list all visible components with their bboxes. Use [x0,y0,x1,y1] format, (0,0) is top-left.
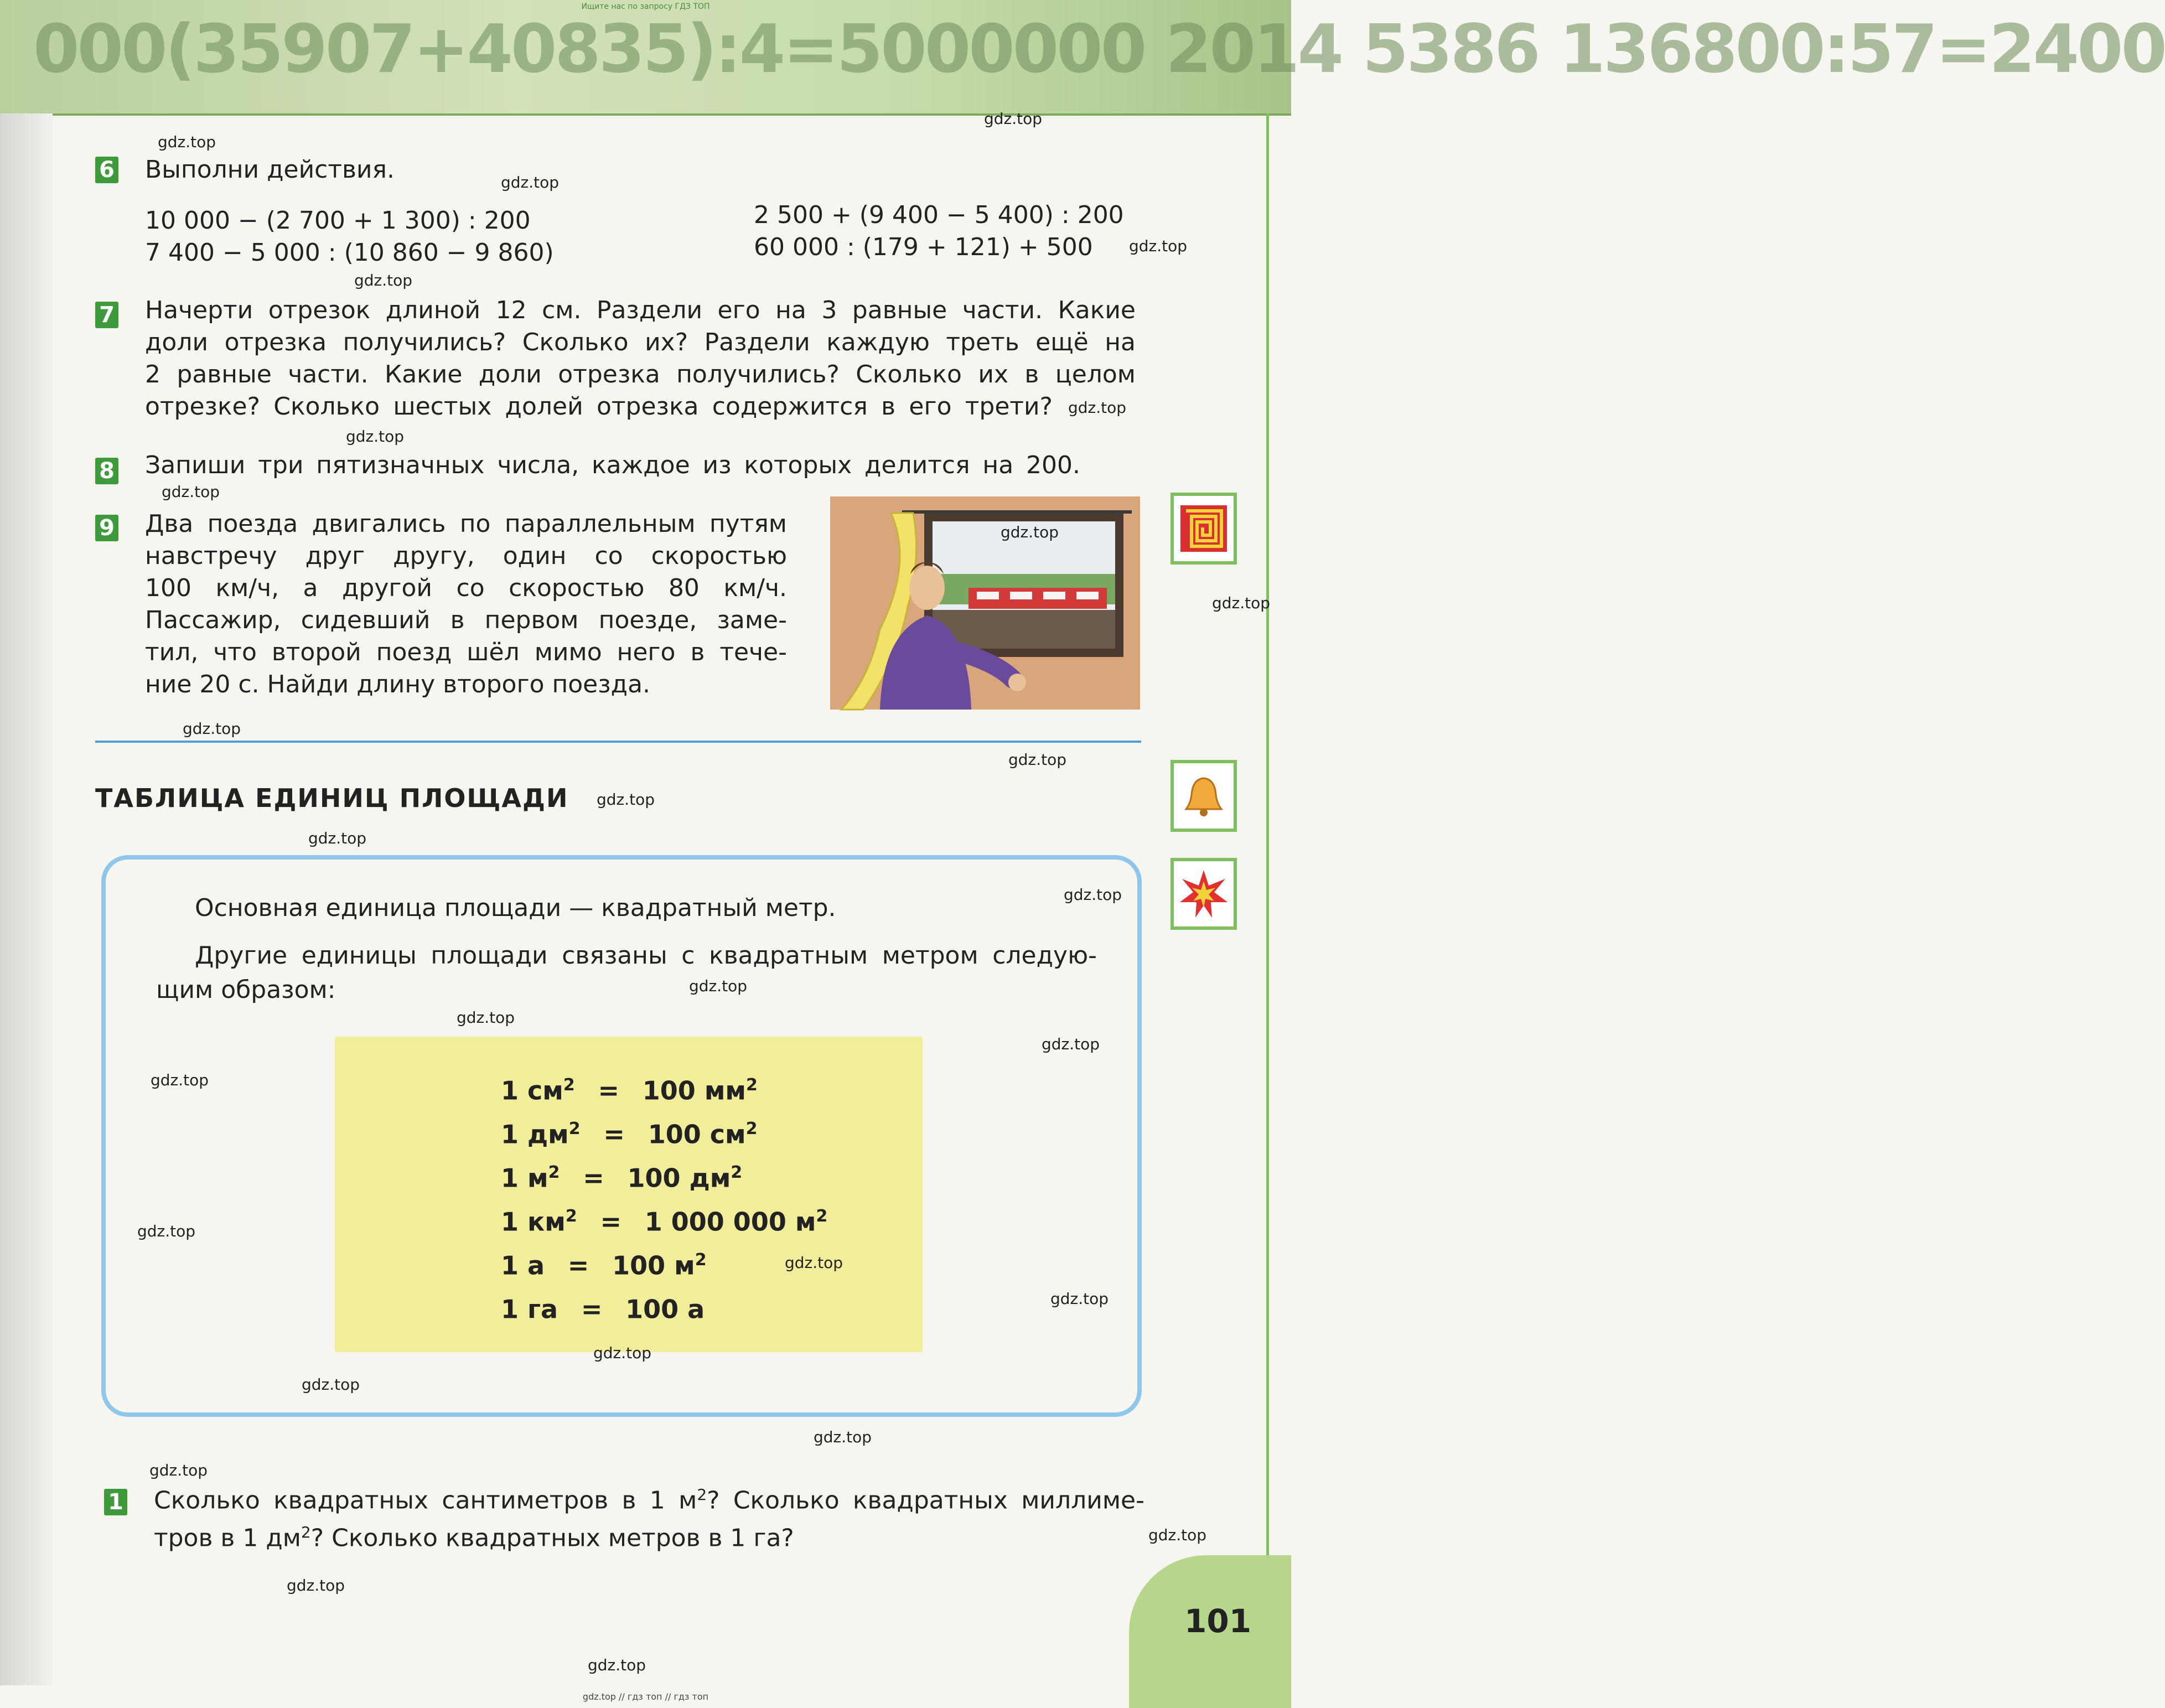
unit-left: 1 км [501,1207,566,1237]
info-intro-line-3: щим образом: [156,976,336,1004]
equals-sign: = [603,1119,625,1150]
star-burst-icon [1170,858,1237,930]
task1-line-1-text-end: ? Сколько квадратных миллиме- [707,1486,1144,1515]
unit-row-are [501,1250,707,1280]
task1-line-2-text-end: ? Сколько квадратных метров в 1 га? [310,1524,794,1552]
task1-line-2-exponent: 2 [301,1523,311,1541]
task6-expression-3: 2 500 + (9 400 − 5 400) : 200 [754,201,1124,229]
task6-expression-1: 10 000 − (2 700 + 1 300) : 200 [145,206,531,235]
unit-row-km2 [501,1207,827,1236]
task7-line-4: отрезке? Сколько шестых долей отрезка содержится в его трети? [145,392,1053,421]
task9-line-3: 100 км/ч, а другой со скоростью 80 км/ч. [145,574,787,602]
unit-right: 100 дм [627,1163,731,1193]
unit-right: 100 см [648,1119,746,1150]
watermark: gdz.top [137,1222,196,1240]
equals-sign: = [600,1207,621,1237]
unit-right: 100 мм [642,1075,747,1106]
task-number-1: 1 [104,1489,127,1515]
task1-line-1-exponent: 2 [697,1486,707,1504]
unit-right-exponent: 2 [731,1163,743,1182]
banner-formula: 000(35907+40835):4=5000000 2014 5386 136800:57=2400 [33,11,2165,88]
watermark: gdz.top [1008,751,1067,769]
unit-left-exponent: 2 [548,1163,560,1182]
task6-expression-2: 7 400 − 5 000 : (10 860 − 9 860) [145,239,554,267]
task7-line-1: Начерти отрезок длиной 12 см. Раздели его на 3 равные части. Какие [145,296,1136,324]
task7-line-3: 2 равные части. Какие доли отрезка получились? Сколько их в целом [145,360,1136,389]
footer-note: gdz.top // гдз топ // гдз топ [582,1691,709,1702]
right-margin-rule [1266,113,1269,1608]
task9-line-6: ние 20 с. Найди длину второго поезда. [145,670,651,698]
unit-left: 1 дм [501,1119,569,1150]
watermark: gdz.top [597,790,655,809]
watermark: gdz.top [149,1461,208,1479]
watermark: gdz.top [151,1071,209,1089]
watermark: gdz.top [457,1008,515,1027]
info-intro-line-2: Другие единицы площади связаны с квадратным метром следую- [195,941,1097,970]
watermark: gdz.top [1212,594,1271,612]
task-number-7: 7 [95,302,118,328]
task9-line-2: навстречу друг другу, один со скоростью [145,542,787,570]
unit-right: 1 000 000 м [644,1207,816,1237]
watermark: gdz.top [501,173,560,191]
task1-line-2 [154,1517,794,1555]
bell-icon [1170,760,1237,832]
equals-sign: = [567,1250,589,1281]
unit-left-exponent: 2 [565,1207,577,1226]
watermark: gdz.top [183,720,241,738]
watermark: gdz.top [162,483,220,501]
watermark: gdz.top [1068,398,1127,417]
top-banner [0,0,2165,116]
page-number: 101 [1184,1602,1252,1640]
watermark: gdz.top [354,271,413,289]
unit-right: 100 а [625,1294,705,1324]
area-units-table [335,1037,923,1352]
task8-text: Запиши три пятизначных числа, каждое из которых делится на 200. [145,451,1080,479]
unit-right-exponent: 2 [695,1250,707,1270]
unit-right-exponent: 2 [816,1207,828,1226]
equals-sign: = [581,1294,603,1324]
watermark: gdz.top [1064,886,1122,904]
task1-line-1-text: Сколько квадратных сантиметров в 1 м [154,1486,697,1515]
unit-row-cm2 [501,1075,758,1105]
unit-right-exponent: 2 [745,1119,758,1138]
task6-expression-4: 60 000 : (179 + 121) + 500 [754,233,1093,261]
watermark: gdz.top [588,1656,646,1674]
top-note: Ищите нас по запросу ГДЗ ТОП [581,2,710,11]
unit-left: 1 см [501,1075,563,1106]
unit-row-hectare [501,1294,705,1324]
watermark: gdz.top [593,1344,652,1362]
task9-line-5: тил, что второй поезд шёл мимо него в тече- [145,638,787,666]
watermark: gdz.top [1001,523,1059,541]
train-window-illustration [830,496,1140,710]
watermark: gdz.top [1129,237,1188,255]
task-number-9: 9 [95,515,118,541]
task9-line-4: Пассажир, сидевший в первом поезде, заме- [145,606,787,634]
task-number-6: 6 [95,157,118,183]
unit-right-exponent: 2 [746,1075,758,1095]
watermark: gdz.top [1050,1290,1109,1308]
watermark: gdz.top [814,1428,872,1446]
unit-right: 100 м [612,1250,695,1281]
unit-left: 1 а [501,1250,545,1281]
unit-left-exponent: 2 [568,1119,581,1138]
task1-line-1 [154,1479,1144,1517]
page-binding-edge [0,113,53,1685]
task6-text: Выполни действия. [145,156,395,184]
task-number-8: 8 [95,458,118,484]
watermark: gdz.top [287,1576,345,1595]
unit-left: 1 га [501,1294,558,1324]
watermark: gdz.top [308,829,367,847]
spiral-icon [1170,493,1237,565]
info-intro-line-1: Основная единица площади — квадратный метр. [195,894,836,922]
unit-row-m2 [501,1163,742,1193]
section-divider [95,741,1141,743]
unit-row-dm2 [501,1119,757,1149]
equals-sign: = [583,1163,604,1193]
watermark: gdz.top [1042,1035,1100,1053]
watermark: gdz.top [158,133,216,151]
watermark: gdz.top [1148,1526,1207,1544]
unit-left-exponent: 2 [563,1075,575,1095]
watermark: gdz.top [984,110,1043,128]
task1-line-2-text: тров в 1 дм [154,1524,301,1552]
watermark: gdz.top [346,427,405,446]
task7-line-2: доли отрезка получились? Сколько их? Раздели каждую треть ещё на [145,328,1136,356]
task9-line-1: Два поезда двигались по параллельным путям [145,510,787,538]
watermark: gdz.top [689,977,748,995]
equals-sign: = [598,1075,620,1106]
section-title: ТАБЛИЦА ЕДИНИЦ ПЛОЩАДИ [95,783,569,813]
watermark: gdz.top [302,1375,360,1394]
unit-left: 1 м [501,1163,548,1193]
watermark: gdz.top [785,1254,843,1272]
